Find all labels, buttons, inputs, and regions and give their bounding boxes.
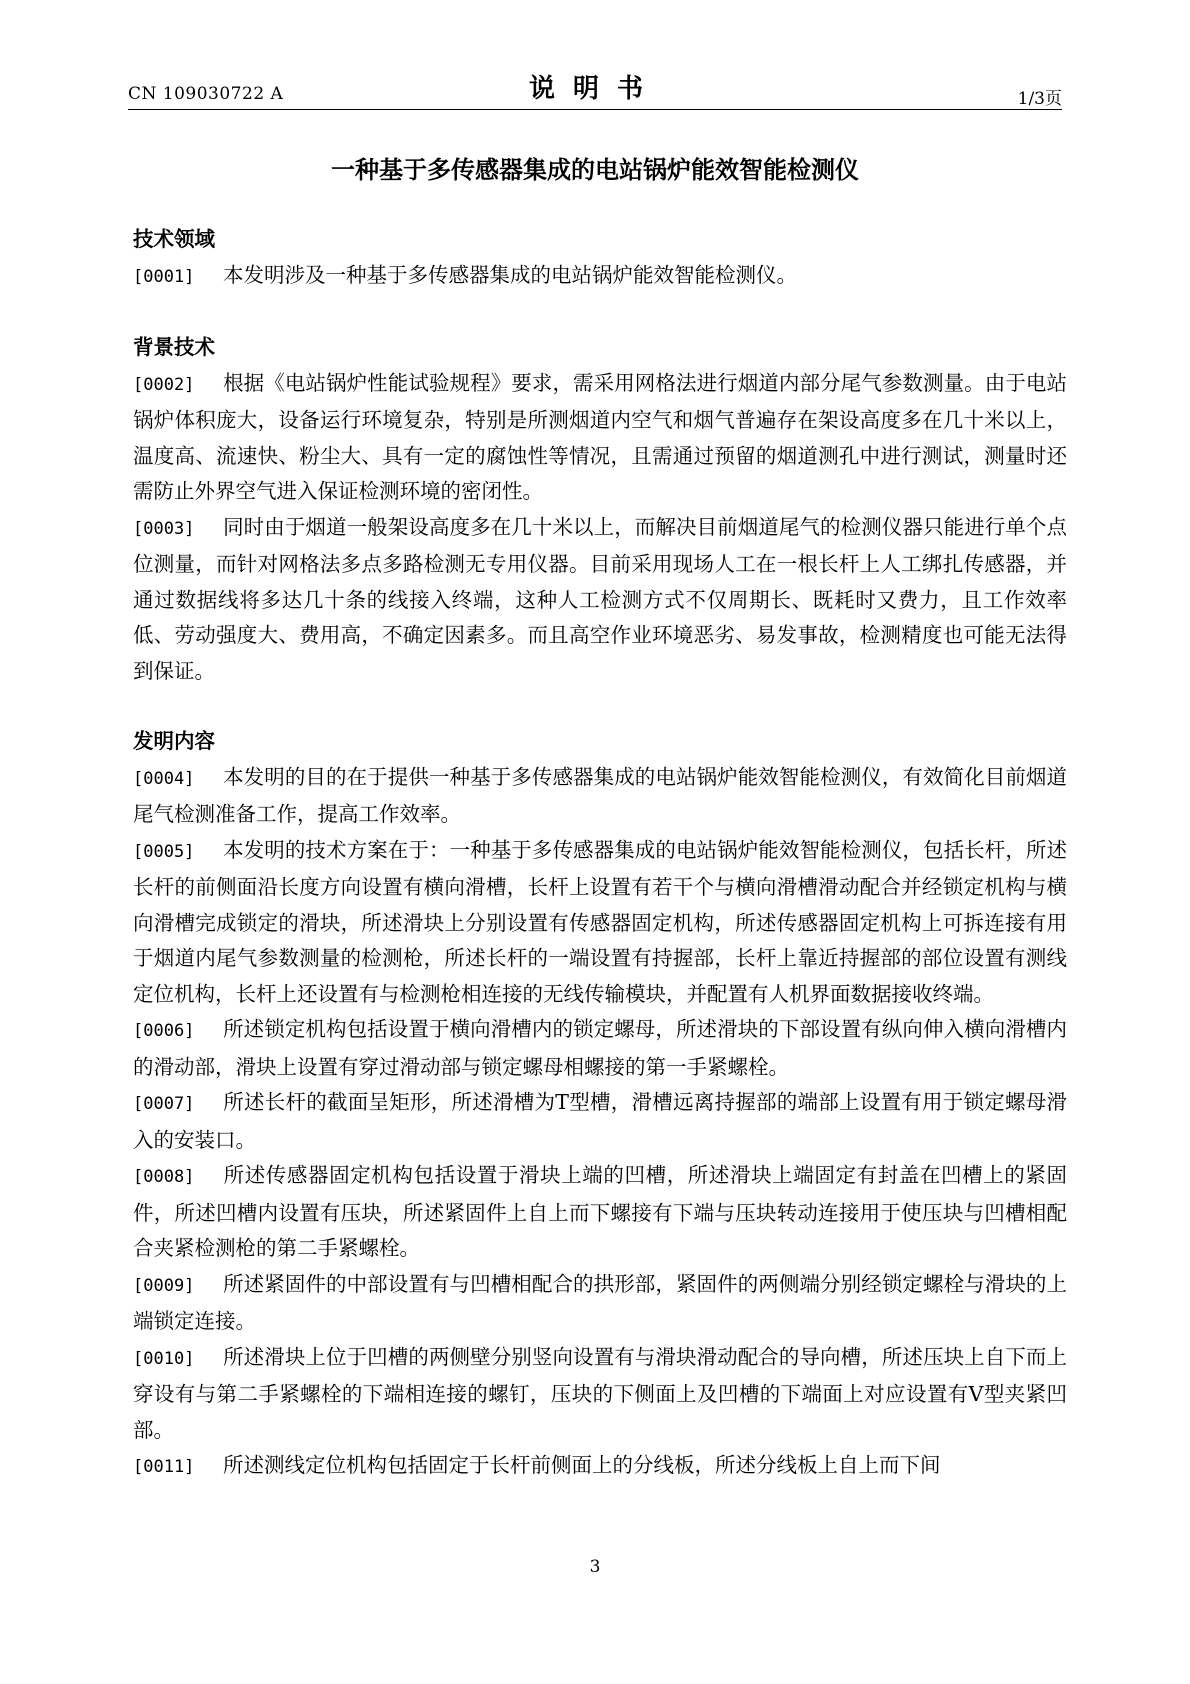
paragraph-text: 所述锁定机构包括设置于横向滑槽内的锁定螺母，所述滑块的下部设置有纵向伸入横向滑槽内的滑动部，滑块上设置有穿过滑动部与锁定螺母相螺接的第一手紧螺栓。 [133, 1017, 1067, 1079]
page-count: 1/3页 [1017, 89, 1062, 109]
paragraph-0005 [133, 833, 1067, 1013]
paragraph-text: 本发明的目的在于提供一种基于多传感器集成的电站锅炉能效智能检测仪，有效简化目前烟道尾气检测准备工作，提高工作效率。 [133, 764, 1067, 826]
section-heading-background: 背景技术 [133, 335, 215, 359]
paragraph-number: [0001] [133, 266, 195, 287]
paragraph-0009 [133, 1267, 1067, 1340]
paragraph-0001 [133, 258, 1067, 296]
paragraph-0002 [133, 366, 1067, 510]
paragraph-text: 所述滑块上位于凹槽的两侧壁分别竖向设置有与滑块滑动配合的导向槽，所述压块上自下而上穿设有与第二手紧螺栓的下端相连接的螺钉，压块的下侧面上及凹槽的下端面上对应设置有V型夹紧凹部。 [133, 1344, 1067, 1442]
paragraph-0010 [133, 1340, 1067, 1449]
paragraph-number: [0006] [133, 1021, 195, 1041]
paragraph-text: 根据《电站锅炉性能试验规程》要求，需采用网格法进行烟道内部分尾气参数测量。由于电站锅炉体积庞大，设备运行环境复杂，特别是所测烟道内空气和烟气普遍存在架设高度多在几十米以上，温度高、流速快、粉尘大、具有一定的腐蚀性等情况，且需通过预留的烟道测孔中进行测试，测量时还需防止外界空气进入保证检测环境的密闭性。 [133, 370, 1067, 503]
page-header [128, 68, 1062, 108]
paragraph-number: [0005] [133, 841, 195, 862]
paragraph-text: 本发明的技术方案在于：一种基于多传感器集成的电站锅炉能效智能检测仪，包括长杆，所述长杆的前侧面沿长度方向设置有横向滑槽，长杆上设置有若干个与横向滑槽滑动配合并经锁定机构与横向滑槽完成锁定的滑块，所述滑块上分别设置有传感器固定机构，所述传感器固定机构上可拆连接有用于烟道内尾气参数测量的检测枪，所述长杆的一端设置有持握部，长杆上靠近持握部的部位设置有测线定位机构，长杆上还设置有与检测枪相连接的无线传输模块，并配置有人机界面数据接收终端。 [133, 837, 1067, 1006]
paragraph-number: [0008] [133, 1167, 195, 1187]
paragraph-0004 [133, 760, 1067, 833]
paragraph-text: 本发明涉及一种基于多传感器集成的电站锅炉能效智能检测仪。 [223, 262, 797, 287]
paragraph-text: 所述传感器固定机构包括设置于滑块上端的凹槽，所述滑块上端固定有封盖在凹槽上的紧固件，所述凹槽内设置有压块，所述紧固件上自上而下螺接有下端与压块转动连接用于使压块与凹槽相配合夹紧检测枪的第二手紧螺栓。 [133, 1163, 1067, 1260]
paragraph-0008 [133, 1158, 1067, 1267]
document-body [133, 222, 1067, 1486]
paragraph-number: [0003] [133, 518, 195, 539]
header-divider [128, 109, 1062, 110]
paragraph-number: [0011] [133, 1457, 195, 1477]
paragraph-0006 [133, 1012, 1067, 1085]
page-number: 3 [589, 1557, 601, 1577]
paragraph-text: 所述紧固件的中部设置有与凹槽相配合的拱形部，紧固件的两侧端分别经锁定螺栓与滑块的上端锁定连接。 [133, 1271, 1067, 1333]
paragraph-text: 同时由于烟道一般架设高度多在几十米以上，而解决目前烟道尾气的检测仪器只能进行单个点位测量，而针对网格法多点多路检测无专用仪器。目前采用现场人工在一根长杆上人工绑扎传感器，并通过数据线将多达几十条的线接入终端，这种人工检测方式不仅周期长、既耗时又费力，且工作效率低、劳动强度大、费用高，不确定因素多。而且高空作业环境恶劣、易发事故，检测精度也可能无法得到保证。 [133, 514, 1067, 683]
paragraph-0003 [133, 510, 1067, 690]
spacer [133, 689, 1067, 724]
section-heading-technical-field: 技术领域 [133, 227, 215, 251]
paragraph-0007 [133, 1085, 1067, 1158]
paragraph-number: [0002] [133, 374, 195, 395]
section-heading-summary: 发明内容 [133, 729, 215, 753]
document-title: 一种基于多传感器集成的电站锅炉能效智能检测仪 [331, 156, 859, 184]
document-type: 说明书 [528, 74, 661, 104]
paragraph-0011 [133, 1448, 1067, 1486]
paragraph-number: [0009] [133, 1275, 195, 1296]
paragraph-number: [0010] [133, 1348, 195, 1369]
paragraph-text: 所述测线定位机构包括固定于长杆前侧面上的分线板，所述分线板上自上而下间 [223, 1453, 941, 1477]
spacer [133, 295, 1067, 330]
paragraph-number: [0004] [133, 768, 195, 789]
paragraph-text: 所述长杆的截面呈矩形，所述滑槽为T型槽，滑槽远离持握部的端部上设置有用于锁定螺母滑入的安装口。 [133, 1090, 1067, 1152]
paragraph-number: [0007] [133, 1094, 195, 1114]
document-number: CN 109030722 A [128, 84, 284, 104]
